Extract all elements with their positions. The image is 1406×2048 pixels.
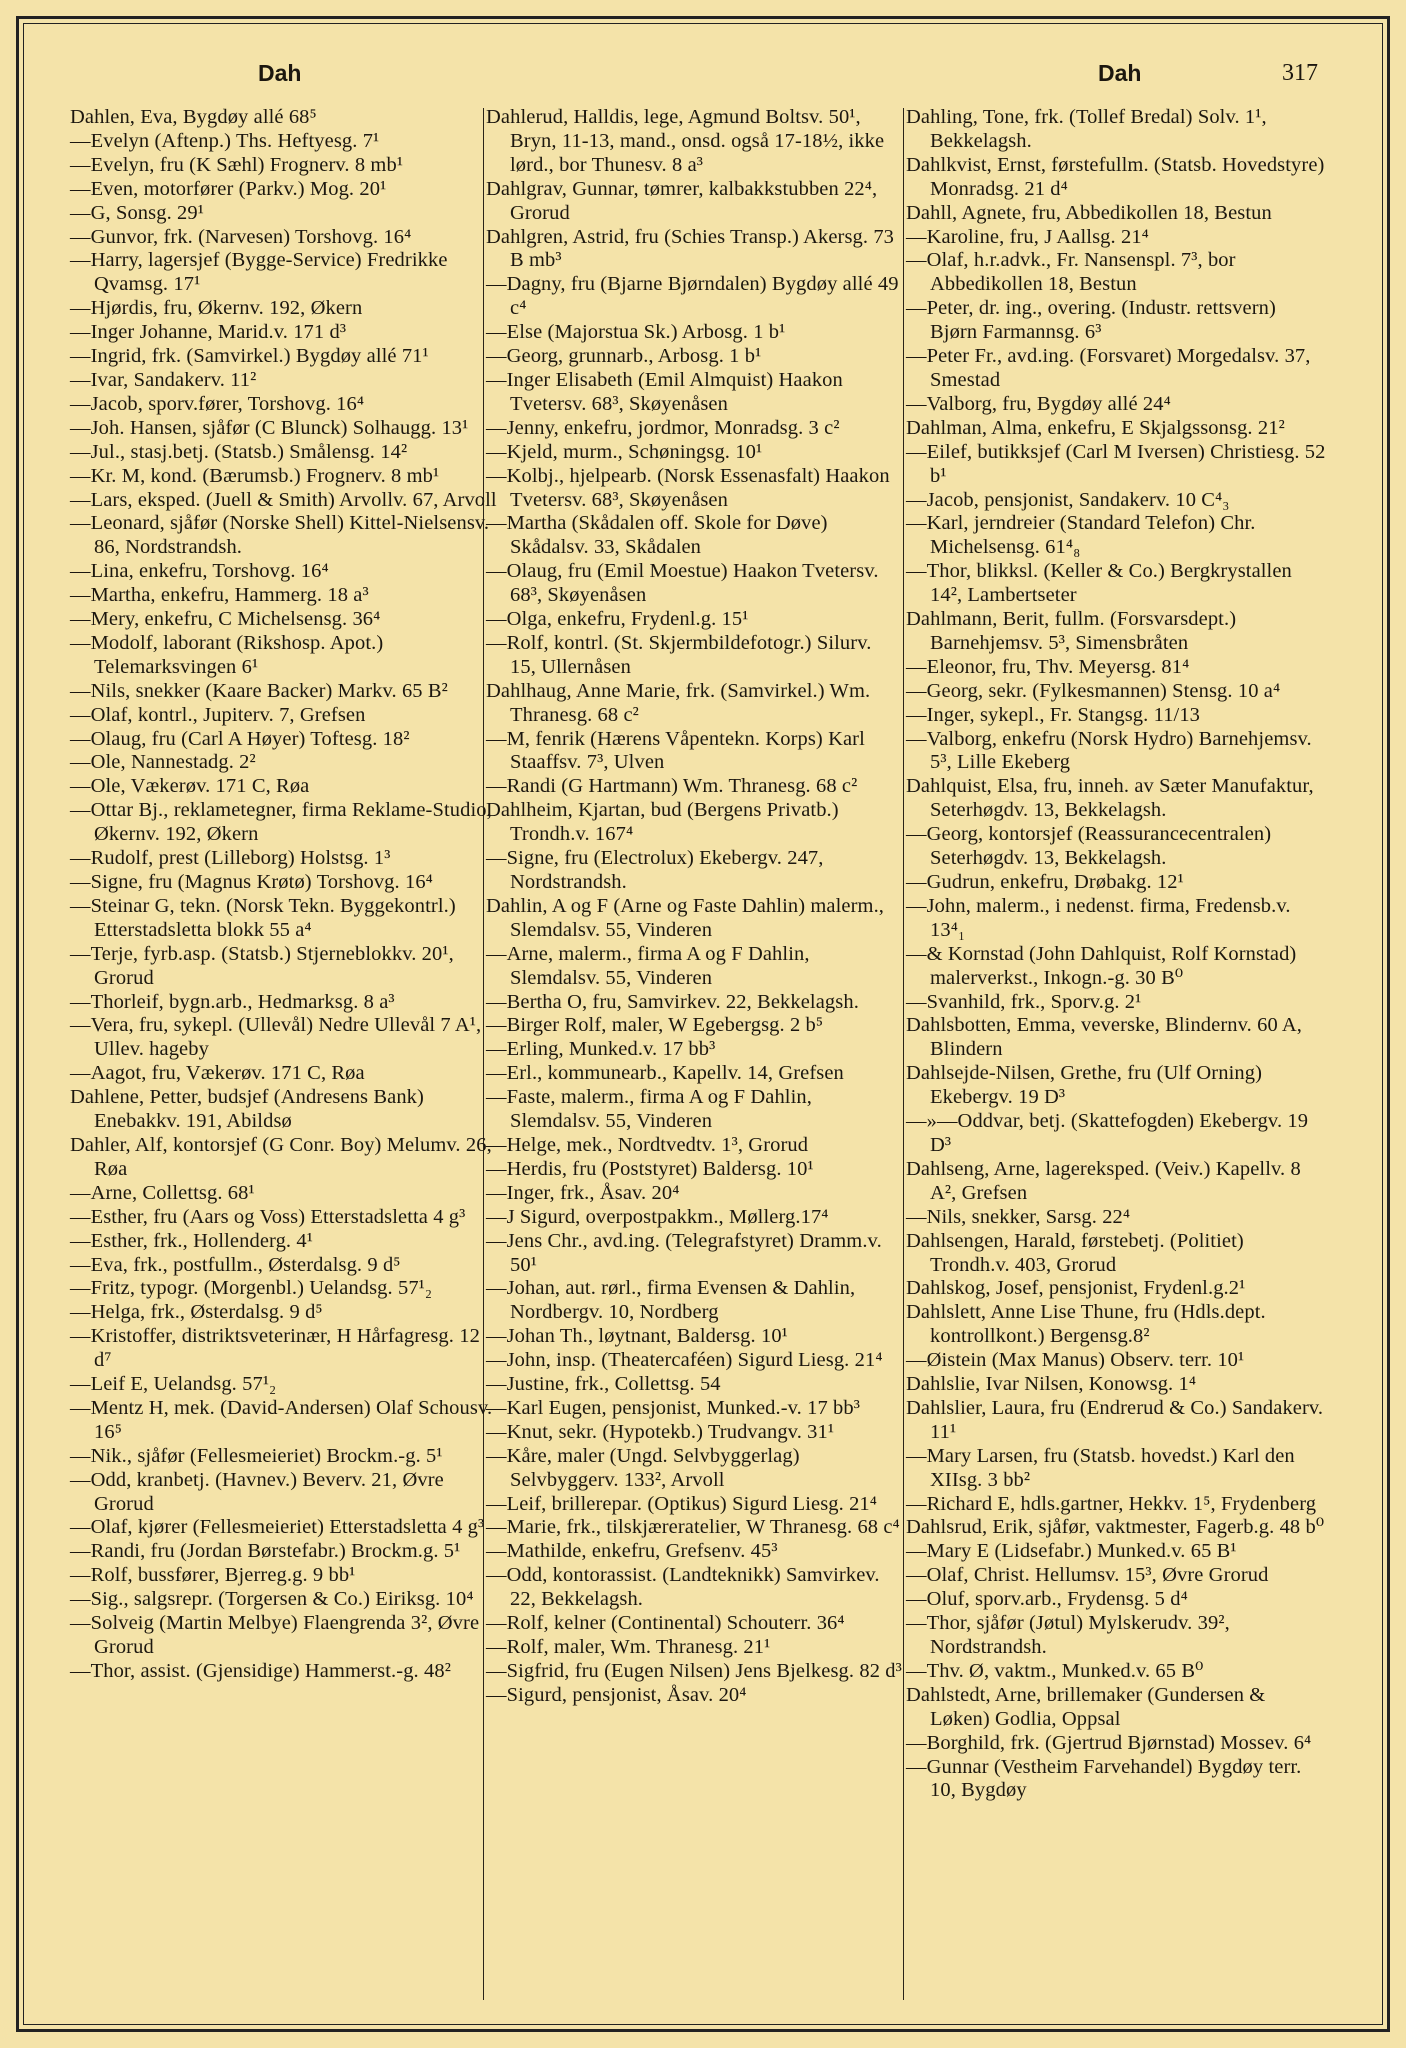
directory-entry: —Rudolf, prest (Lilleborg) Holstsg. 1³ bbox=[70, 847, 391, 870]
directory-entry: —Ottar Bj., reklametegner, firma Reklame-Studio, Økernv. 192, Økern bbox=[70, 799, 492, 846]
directory-entry: —Solveig (Martin Melbye) Flaengrenda 3², Øvre Grorud bbox=[70, 1612, 480, 1658]
directory-entry: —Mary Larsen, fru (Statsb. hovedst.) Karl den XIIsg. 3 bb² bbox=[906, 1444, 1295, 1491]
directory-entry: —Randi (G Hartmann) Wm. Thranesg. 68 c² bbox=[486, 775, 858, 798]
directory-entry: —Peter Fr., avd.ing. (Forsvaret) Morgedalsv. 37, Smestad bbox=[906, 345, 1311, 391]
directory-entry: —Karoline, fru, J Aallsg. 21⁴ bbox=[906, 225, 1149, 248]
directory-entry: —Leonard, sjåfør (Norske Shell) Kittel-Nielsensv. 86, Nordstrandsh. bbox=[70, 512, 490, 559]
directory-entry: —»—Oddvar, betj. (Skattefogden) Ekebergv. 19 D³ bbox=[906, 1110, 1309, 1156]
directory-entry: —Harry, lagersjef (Bygge-Service) Fredrikke Qvamsg. 17¹ bbox=[70, 249, 448, 296]
directory-entry: Dahlgren, Astrid, fru (Schies Transp.) Akersg. 73 B mb³ bbox=[486, 225, 895, 272]
directory-entry: Dahlslier, Laura, fru (Endrerud & Co.) Sandakerv. 11¹ bbox=[906, 1396, 1324, 1443]
directory-entry: —Kåre, maler (Ungd. Selvbyggerlag) Selvbyggerv. 133², Arvoll bbox=[486, 1444, 800, 1491]
directory-entry: —Kolbj., hjelpearb. (Norsk Essenasfalt) Haakon Tvetersv. 68³, Skøyenåsen bbox=[486, 464, 890, 511]
directory-entry: —Eilef, butikksjef (Carl M Iversen) Christiesg. 52 b¹ bbox=[906, 440, 1326, 487]
directory-entry: Dahlskog, Josef, pensjonist, Frydenl.g.2¹ bbox=[906, 1277, 1246, 1300]
directory-entry: —Fritz, typogr. (Morgenbl.) Uelandsg. 57¹₂ bbox=[70, 1277, 433, 1300]
directory-entry: Dahlstedt, Arne, brillemaker (Gundersen & Løken) Godlia, Oppsal bbox=[906, 1683, 1266, 1730]
header-left-guide-word: Dah bbox=[258, 60, 302, 86]
directory-entry: —Dagny, fru (Bjarne Bjørndalen) Bygdøy allé 49 c⁴ bbox=[486, 273, 899, 320]
directory-entry: Dahling, Tone, frk. (Tollef Bredal) Solv. 1¹, Bekkelagsh. bbox=[906, 106, 1267, 152]
directory-entry: —Ole, Vækerøv. 171 C, Røa bbox=[70, 775, 310, 798]
directory-column-2 bbox=[486, 106, 902, 1708]
directory-entry: —Jul., stasj.betj. (Statsb.) Smålensg. 14² bbox=[70, 440, 408, 463]
directory-entry: —Martha (Skådalen off. Skole for Døve) Skådalsv. 33, Skådalen bbox=[486, 512, 828, 559]
directory-entry: —Rolf, maler, Wm. Thranesg. 21¹ bbox=[486, 1636, 771, 1658]
directory-entry: —Thor, sjåfør (Jøtul) Mylskerudv. 39², Nordstrandsh. bbox=[906, 1612, 1230, 1658]
directory-entry: —Signe, fru (Electrolux) Ekebergv. 247, Nordstrandsh. bbox=[486, 847, 824, 893]
directory-entry: Dahlen, Eva, Bygdøy allé 68⁵ bbox=[70, 106, 317, 128]
directory-entry: —Steinar G, tekn. (Norsk Tekn. Byggekontrl.) Etterstadsletta blokk 55 a⁴ bbox=[70, 894, 456, 941]
directory-entry: —Eva, frk., postfullm., Østerdalsg. 9 d⁵ bbox=[70, 1253, 401, 1276]
directory-entry: Dahlslie, Ivar Nilsen, Konowsg. 1⁴ bbox=[906, 1373, 1197, 1396]
directory-entry: —Birger Rolf, maler, W Egebergsg. 2 b⁵ bbox=[486, 1014, 824, 1037]
directory-entry: —Georg, grunnarb., Arbosg. 1 b¹ bbox=[486, 345, 762, 368]
directory-entry: Dahlene, Petter, budsjef (Andresens Bank) Enebakkv. 191, Abildsø bbox=[70, 1086, 424, 1133]
directory-entry: —Joh. Hansen, sjåfør (C Blunck) Solhaugg. 13¹ bbox=[70, 416, 469, 439]
directory-entry: —Gunnar (Vestheim Farvehandel) Bygdøy terr. 10, Bygdøy bbox=[906, 1755, 1302, 1802]
directory-entry: —Lars, eksped. (Juell & Smith) Arvollv. 67, Arvoll bbox=[70, 488, 497, 511]
directory-entry: —Erling, Munked.v. 17 bb³ bbox=[486, 1038, 716, 1061]
directory-entry: —Georg, kontorsjef (Reassurancecentralen) Seterhøgdv. 13, Bekkelagsh. bbox=[906, 823, 1272, 870]
directory-entry: —Mentz H, mek. (David-Andersen) Olaf Schousv. 16⁵ bbox=[70, 1396, 493, 1443]
directory-entry: —Øistein (Max Manus) Observ. terr. 10¹ bbox=[906, 1349, 1245, 1372]
directory-entry: Dahlman, Alma, enkefru, E Skjalgssonsg. 21² bbox=[906, 416, 1285, 439]
directory-entry: Dahlslett, Anne Lise Thune, fru (Hdls.dept. kontrollkont.) Bergensg.8² bbox=[906, 1301, 1266, 1348]
directory-entry: —Rolf, kontrl. (St. Skjermbildefotogr.) Silurv. 15, Ullernåsen bbox=[486, 631, 872, 678]
directory-entry: —& Kornstad (John Dahlquist, Rolf Kornstad) malerverkst., Inkogn.-g. 30 B⁰ bbox=[906, 942, 1297, 989]
directory-entry: Dahlhaug, Anne Marie, frk. (Samvirkel.) Wm. Thranesg. 68 c² bbox=[486, 679, 871, 726]
directory-entry: —Olga, enkefru, Frydenl.g. 15¹ bbox=[486, 608, 749, 631]
directory-entry: —Jens Chr., avd.ing. (Telegrafstyret) Dramm.v. 50¹ bbox=[486, 1229, 882, 1276]
directory-entry: —Mary E (Lidsefabr.) Munked.v. 65 B¹ bbox=[906, 1540, 1237, 1563]
directory-entry: —Nils, snekker, Sarsg. 22⁴ bbox=[906, 1205, 1131, 1228]
directory-entry: —Rolf, bussfører, Bjerreg.g. 9 bb¹ bbox=[70, 1564, 356, 1587]
directory-entry: —Else (Majorstua Sk.) Arbosg. 1 b¹ bbox=[486, 321, 786, 344]
directory-entry: —Thv. Ø, vaktm., Munked.v. 65 B⁰ bbox=[906, 1659, 1204, 1682]
directory-entry: —Inger Elisabeth (Emil Almquist) Haakon Tvetersv. 68³, Skøyenåsen bbox=[486, 368, 843, 415]
directory-entry: —John, insp. (Theatercaféen) Sigurd Liesg. 21⁴ bbox=[486, 1349, 883, 1372]
directory-entry: Dahlerud, Halldis, lege, Agmund Boltsv. 50¹, Bryn, 11-13, mand., onsd. også 17-18½, ikke lørd., bor Thunesv. 8 a³ bbox=[486, 106, 885, 176]
directory-entry: —Erl., kommunearb., Kapellv. 14, Grefsen bbox=[486, 1062, 844, 1085]
directory-entry: —Signe, fru (Magnus Krøtø) Torshovg. 16⁴ bbox=[70, 871, 433, 893]
directory-entry: Dahlkvist, Ernst, førstefullm. (Statsb. Hovedstyre) Monradsg. 21 d⁴ bbox=[906, 153, 1325, 200]
directory-entry: Dahlsbotten, Emma, veverske, Blindernv. 60 A, Blindern bbox=[906, 1014, 1303, 1061]
directory-entry: —Odd, kontorassist. (Landteknikk) Samvirkev. 22, Bekkelagsh. bbox=[486, 1564, 880, 1611]
directory-entry: —Leif, brillerepar. (Optikus) Sigurd Liesg. 21⁴ bbox=[486, 1492, 878, 1515]
directory-entry: —Oluf, sporv.arb., Frydensg. 5 d⁴ bbox=[906, 1588, 1188, 1611]
directory-entry: —Leif E, Uelandsg. 57¹₂ bbox=[70, 1373, 277, 1396]
directory-entry: —Helga, frk., Østerdalsg. 9 d⁵ bbox=[70, 1301, 323, 1324]
directory-entry: —Kr. M, kond. (Bærumsb.) Frognerv. 8 mb¹ bbox=[70, 464, 440, 487]
directory-entry: —Jacob, pensjonist, Sandakerv. 10 C⁴₃ bbox=[906, 488, 1230, 511]
directory-entry: —Kristoffer, distriktsveterinær, H Hårfagresg. 12 d⁷ bbox=[70, 1325, 480, 1372]
directory-entry: Dahlin, A og F (Arne og Faste Dahlin) malerm., Slemdalsv. 55, Vinderen bbox=[486, 894, 885, 941]
directory-entry: —Arne, malerm., firma A og F Dahlin, Slemdalsv. 55, Vinderen bbox=[486, 942, 810, 989]
directory-entry: Dahlsejde-Nilsen, Grethe, fru (Ulf Orning) Ekebergv. 19 D³ bbox=[906, 1062, 1263, 1109]
directory-entry: —Lina, enkefru, Torshovg. 16⁴ bbox=[70, 560, 329, 583]
directory-entry: —Justine, frk., Collettsg. 54 bbox=[486, 1373, 721, 1396]
directory-entry: —Esther, frk., Hollenderg. 4¹ bbox=[70, 1229, 313, 1252]
directory-entry: —Georg, sekr. (Fylkesmannen) Stensg. 10 a⁴ bbox=[906, 679, 1281, 702]
directory-entry: —Svanhild, frk., Sporv.g. 2¹ bbox=[906, 990, 1142, 1013]
directory-entry: —Bertha O, fru, Samvirkev. 22, Bekkelagsh. bbox=[486, 990, 859, 1013]
directory-entry: —G, Sonsg. 29¹ bbox=[70, 201, 204, 224]
directory-entry: Dahlseng, Arne, lagereksped. (Veiv.) Kapellv. 8 A², Grefsen bbox=[906, 1157, 1301, 1204]
directory-entry: —Karl Eugen, pensjonist, Munked.-v. 17 bb³ bbox=[486, 1396, 860, 1419]
directory-entry: —Jenny, enkefru, jordmor, Monradsg. 3 c² bbox=[486, 416, 840, 439]
directory-entry: —Sig., salgsrepr. (Torgersen & Co.) Eiriksg. 10⁴ bbox=[70, 1588, 474, 1611]
directory-entry: —Mathilde, enkefru, Grefsenv. 45³ bbox=[486, 1540, 778, 1563]
directory-entry: —Modolf, laborant (Rikshosp. Apot.) Telemarksvingen 6¹ bbox=[70, 631, 384, 678]
directory-entry: —Martha, enkefru, Hammerg. 18 a³ bbox=[70, 584, 369, 607]
directory-entry: Dahler, Alf, kontorsjef (G Conr. Boy) Melumv. 26, Røa bbox=[70, 1133, 492, 1180]
directory-entry: —Rolf, kelner (Continental) Schouterr. 36⁴ bbox=[486, 1612, 845, 1635]
directory-entry: —Odd, kranbetj. (Havnev.) Beverv. 21, Øvre Grorud bbox=[70, 1468, 444, 1515]
directory-entry: —Karl, jerndreier (Standard Telefon) Chr. Michelsensg. 61⁴₈ bbox=[906, 512, 1256, 559]
directory-entry: —Olaf, h.r.advk., Fr. Nansenspl. 7³, bor Abbedikollen 18, Bestun bbox=[906, 249, 1236, 296]
directory-entry: —Olaug, fru (Emil Moestue) Haakon Tvetersv. 68³, Skøyenåsen bbox=[486, 560, 879, 607]
directory-entry: —Ole, Nannestadg. 2² bbox=[70, 751, 256, 774]
directory-entry: Dahlsengen, Harald, førstebetj. (Politiet) Trondh.v. 403, Grorud bbox=[906, 1229, 1244, 1276]
directory-entry: Dahlheim, Kjartan, bud (Bergens Privatb.) Trondh.v. 167⁴ bbox=[486, 799, 839, 846]
directory-entry: —Sigurd, pensjonist, Åsav. 20⁴ bbox=[486, 1683, 747, 1706]
directory-entry: —Gunvor, frk. (Narvesen) Torshovg. 16⁴ bbox=[70, 225, 412, 248]
directory-entry: —Kjeld, murm., Schøningsg. 10¹ bbox=[486, 440, 763, 463]
directory-entry: —Valborg, fru, Bygdøy allé 24⁴ bbox=[906, 392, 1171, 415]
directory-entry: —John, malerm., i nedenst. firma, Fredensb.v. 13⁴₁ bbox=[906, 894, 1291, 941]
directory-entry: —Gudrun, enkefru, Drøbakg. 12¹ bbox=[906, 871, 1184, 893]
directory-entry: —Inger Johanne, Marid.v. 171 d³ bbox=[70, 321, 347, 344]
directory-entry: —Ivar, Sandakerv. 11² bbox=[70, 368, 257, 391]
directory-entry: —Faste, malerm., firma A og F Dahlin, Slemdalsv. 55, Vinderen bbox=[486, 1086, 812, 1133]
directory-entry: —Jacob, sporv.fører, Torshovg. 16⁴ bbox=[70, 392, 365, 415]
directory-entry: —Olaf, kjører (Fellesmeieriet) Etterstadsletta 4 g³ bbox=[70, 1516, 485, 1539]
directory-entry: —Sigfrid, fru (Eugen Nilsen) Jens Bjelkesg. 82 d³ bbox=[486, 1659, 902, 1682]
directory-entry: —Esther, fru (Aars og Voss) Etterstadsletta 4 g³ bbox=[70, 1205, 466, 1228]
directory-entry: —Mery, enkefru, C Michelsensg. 36⁴ bbox=[70, 608, 381, 631]
directory-entry: —Randi, fru (Jordan Børstefabr.) Brockm.g. 5¹ bbox=[70, 1540, 461, 1563]
directory-entry: —Johan, aut. rørl., firma Evensen & Dahlin, Nordbergv. 10, Nordberg bbox=[486, 1277, 856, 1324]
directory-entry: Dahll, Agnete, fru, Abbedikollen 18, Bestun bbox=[906, 201, 1272, 224]
header-right-guide-word: Dah bbox=[1098, 60, 1142, 86]
directory-entry: —Johan Th., løytnant, Baldersg. 10¹ bbox=[486, 1325, 788, 1348]
directory-entry: —Borghild, frk. (Gjertrud Bjørnstad) Mossev. 6⁴ bbox=[906, 1731, 1312, 1754]
directory-entry: —Knut, sekr. (Hypotekb.) Trudvangv. 31¹ bbox=[486, 1420, 835, 1443]
directory-entry: —Evelyn, fru (K Sæhl) Frognerv. 8 mb¹ bbox=[70, 153, 404, 176]
directory-entry: —Thorleif, bygn.arb., Hedmarksg. 8 a³ bbox=[70, 990, 395, 1013]
directory-entry: —Inger, frk., Åsav. 20⁴ bbox=[486, 1181, 680, 1204]
directory-entry: —Hjørdis, fru, Økernv. 192, Økern bbox=[70, 297, 363, 320]
directory-entry: —Helge, mek., Nordtvedtv. 1³, Grorud bbox=[486, 1133, 809, 1156]
directory-entry: —Thor, assist. (Gjensidige) Hammerst.-g. 48² bbox=[70, 1659, 451, 1682]
directory-entry: Dahlsrud, Erik, sjåfør, vaktmester, Fagerb.g. 48 b⁰ bbox=[906, 1516, 1325, 1539]
directory-entry: —Evelyn (Aftenp.) Ths. Heftyesg. 7¹ bbox=[70, 129, 380, 152]
directory-entry: —Arne, Collettsg. 68¹ bbox=[70, 1181, 255, 1204]
directory-entry: —Terje, fyrb.asp. (Statsb.) Stjerneblokkv. 20¹, Grorud bbox=[70, 942, 454, 989]
directory-entry: —Inger, sykepl., Fr. Stangsg. 11/13 bbox=[906, 703, 1201, 726]
directory-entry: —Olaf, kontrl., Jupiterv. 7, Grefsen bbox=[70, 703, 366, 726]
directory-column-3 bbox=[906, 106, 1328, 1803]
directory-entry: —M, fenrik (Hærens Våpentekn. Korps) Karl Staaffsv. 7³, Ulven bbox=[486, 727, 865, 774]
directory-entry: Dahlmann, Berit, fullm. (Forsvarsdept.) Barnehjemsv. 5³, Simensbråten bbox=[906, 608, 1237, 654]
directory-entry: —J Sigurd, overpostpakkm., Møllerg.17⁴ bbox=[486, 1205, 829, 1228]
directory-entry: Dahlgrav, Gunnar, tømrer, kalbakkstubben 22⁴, Grorud bbox=[486, 177, 878, 224]
directory-entry: Dahlquist, Elsa, fru, inneh. av Sæter Manufaktur, Seterhøgdv. 13, Bekkelagsh. bbox=[906, 775, 1314, 822]
page-number: 317 bbox=[1282, 60, 1318, 86]
directory-entry: —Aagot, fru, Vækerøv. 171 C, Røa bbox=[70, 1062, 365, 1085]
directory-entry: —Peter, dr. ing., overing. (Industr. rettsvern) Bjørn Farmannsg. 6³ bbox=[906, 297, 1276, 344]
directory-entry: —Eleonor, fru, Thv. Meyersg. 81⁴ bbox=[906, 655, 1190, 678]
directory-entry: —Olaug, fru (Carl A Høyer) Toftesg. 18² bbox=[70, 727, 410, 750]
directory-entry: —Thor, blikksl. (Keller & Co.) Bergkrystallen 14², Lambertseter bbox=[906, 560, 1292, 607]
directory-entry: —Herdis, fru (Poststyret) Baldersg. 10¹ bbox=[486, 1157, 814, 1180]
directory-entry: —Richard E, hdls.gartner, Hekkv. 1⁵, Frydenberg bbox=[906, 1492, 1317, 1515]
directory-entry: —Nils, snekker (Kaare Backer) Markv. 65 B² bbox=[70, 679, 448, 702]
directory-entry: —Even, motorfører (Parkv.) Mog. 20¹ bbox=[70, 177, 387, 200]
column-divider-2 bbox=[903, 108, 904, 2000]
directory-entry: —Marie, frk., tilskjæreratelier, W Thranesg. 68 c⁴ bbox=[486, 1516, 900, 1539]
directory-entry: —Ingrid, frk. (Samvirkel.) Bygdøy allé 71¹ bbox=[70, 345, 429, 368]
directory-entry: —Valborg, enkefru (Norsk Hydro) Barnehjemsv. 5³, Lille Ekeberg bbox=[906, 727, 1312, 774]
directory-entry: —Nik., sjåfør (Fellesmeieriet) Brockm.-g. 5¹ bbox=[70, 1444, 443, 1467]
directory-column-1 bbox=[70, 106, 498, 1684]
directory-entry: —Olaf, Christ. Hellumsv. 15³, Øvre Grorud bbox=[906, 1564, 1269, 1587]
directory-entry: —Vera, fru, sykepl. (Ullevål) Nedre Ullevål 7 A¹, Ullev. hageby bbox=[70, 1014, 482, 1061]
